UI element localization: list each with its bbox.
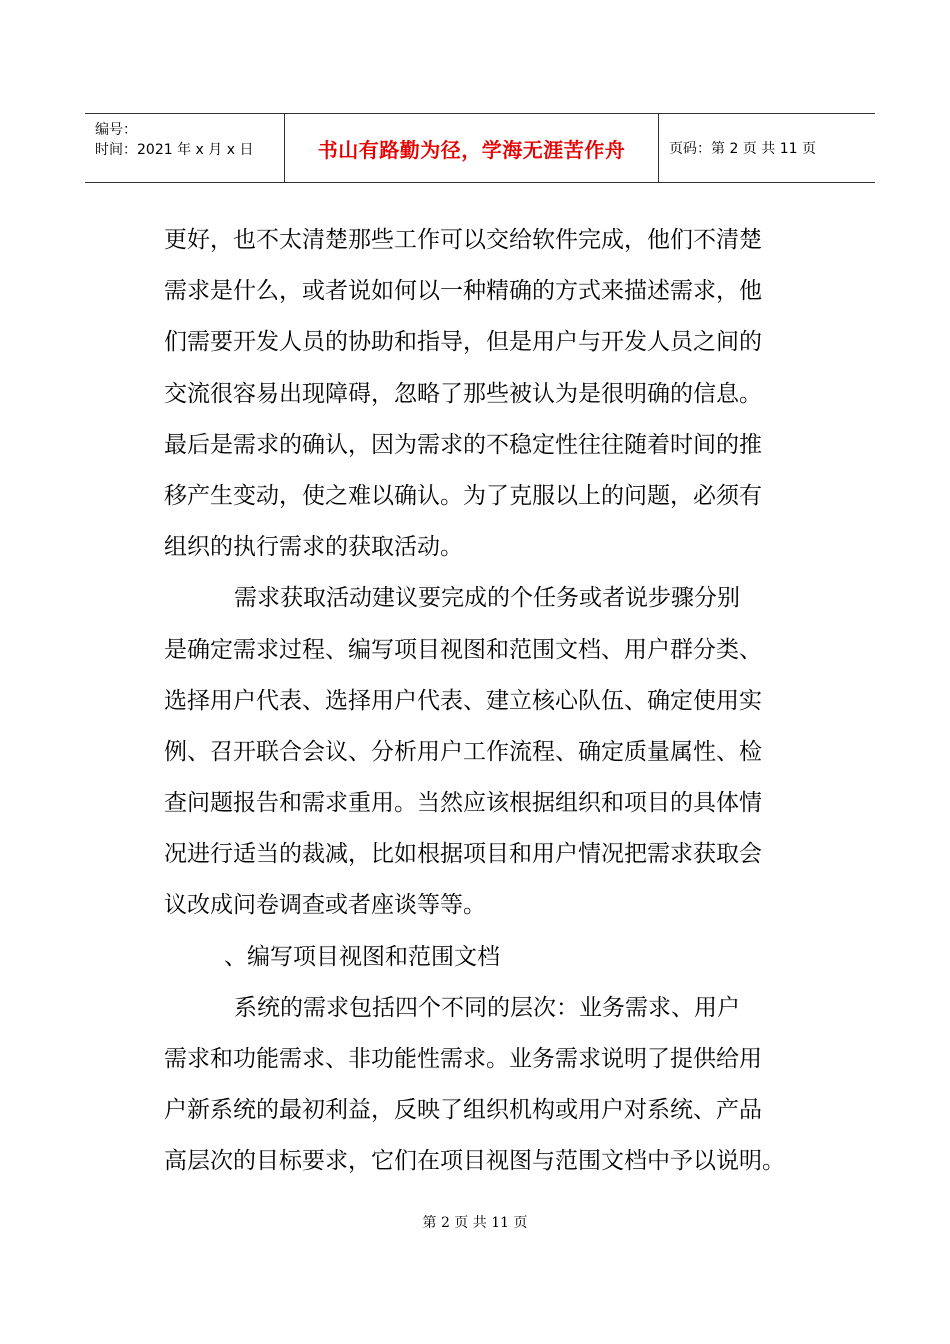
header-page-info: 页码：第 2 页 共 11 页 <box>669 141 816 157</box>
header-meta <box>85 114 285 182</box>
body-line: 需求和功能需求、非功能性需求。业务需求说明了提供给用 <box>164 1046 762 1072</box>
page-footer: 第 2 页 共 11 页 <box>422 1215 528 1231</box>
body-line: 交流很容易出现障碍，忽略了那些被认为是很明确的信息。 <box>164 380 762 407</box>
body-line: 组织的执行需求的获取活动。 <box>164 534 463 561</box>
page-header <box>85 113 875 183</box>
body-line: 更好，也不太清楚那些工作可以交给软件完成，他们不清楚 <box>164 227 762 253</box>
body-line: 议改成问卷调查或者座谈等等。 <box>164 892 486 919</box>
body-line: 高层次的目标要求，它们在项目视图与范围文档中予以说明。 <box>164 1148 785 1175</box>
body-line: 们需要开发人员的协助和指导，但是用户与开发人员之间的 <box>164 329 762 356</box>
header-motto: 书山有路勤为径，学海无涯苦作舟 <box>285 114 659 182</box>
document-body <box>164 215 804 1188</box>
body-line: 例、召开联合会议、分析用户工作流程、确定质量属性、检 <box>164 738 762 765</box>
body-line: 系统的需求包括四个不同的层次：业务需求、用户 <box>234 994 740 1021</box>
body-line: 需求是什么，或者说如何以一种精确的方式来描述需求，他 <box>164 278 762 305</box>
body-line: 况进行适当的裁减，比如根据项目和用户情况把需求获取会 <box>164 841 762 868</box>
body-line: 是确定需求过程、编写项目视图和范围文档、用户群分类、 <box>164 636 762 663</box>
body-line: 选择用户代表、选择用户代表、建立核心队伍、确定使用实 <box>164 687 762 714</box>
document-number-label: 编号： <box>95 122 137 138</box>
body-line: 查问题报告和需求重用。当然应该根据组织和项目的具体情 <box>164 790 762 817</box>
body-line: 户新系统的最初利益，反映了组织机构或用户对系统、产品 <box>164 1097 762 1124</box>
section-heading: 、编写项目视图和范围文档 <box>224 943 500 970</box>
body-line: 需求获取活动建议要完成的个任务或者说步骤分别 <box>234 585 740 612</box>
document-time-label: 时间：2021 年 x 月 x 日 <box>95 142 254 158</box>
body-line: 最后是需求的确认，因为需求的不稳定性往往随着时间的推 <box>164 431 762 458</box>
body-line: 移产生变动，使之难以确认。为了克服以上的问题，必须有 <box>164 482 762 509</box>
